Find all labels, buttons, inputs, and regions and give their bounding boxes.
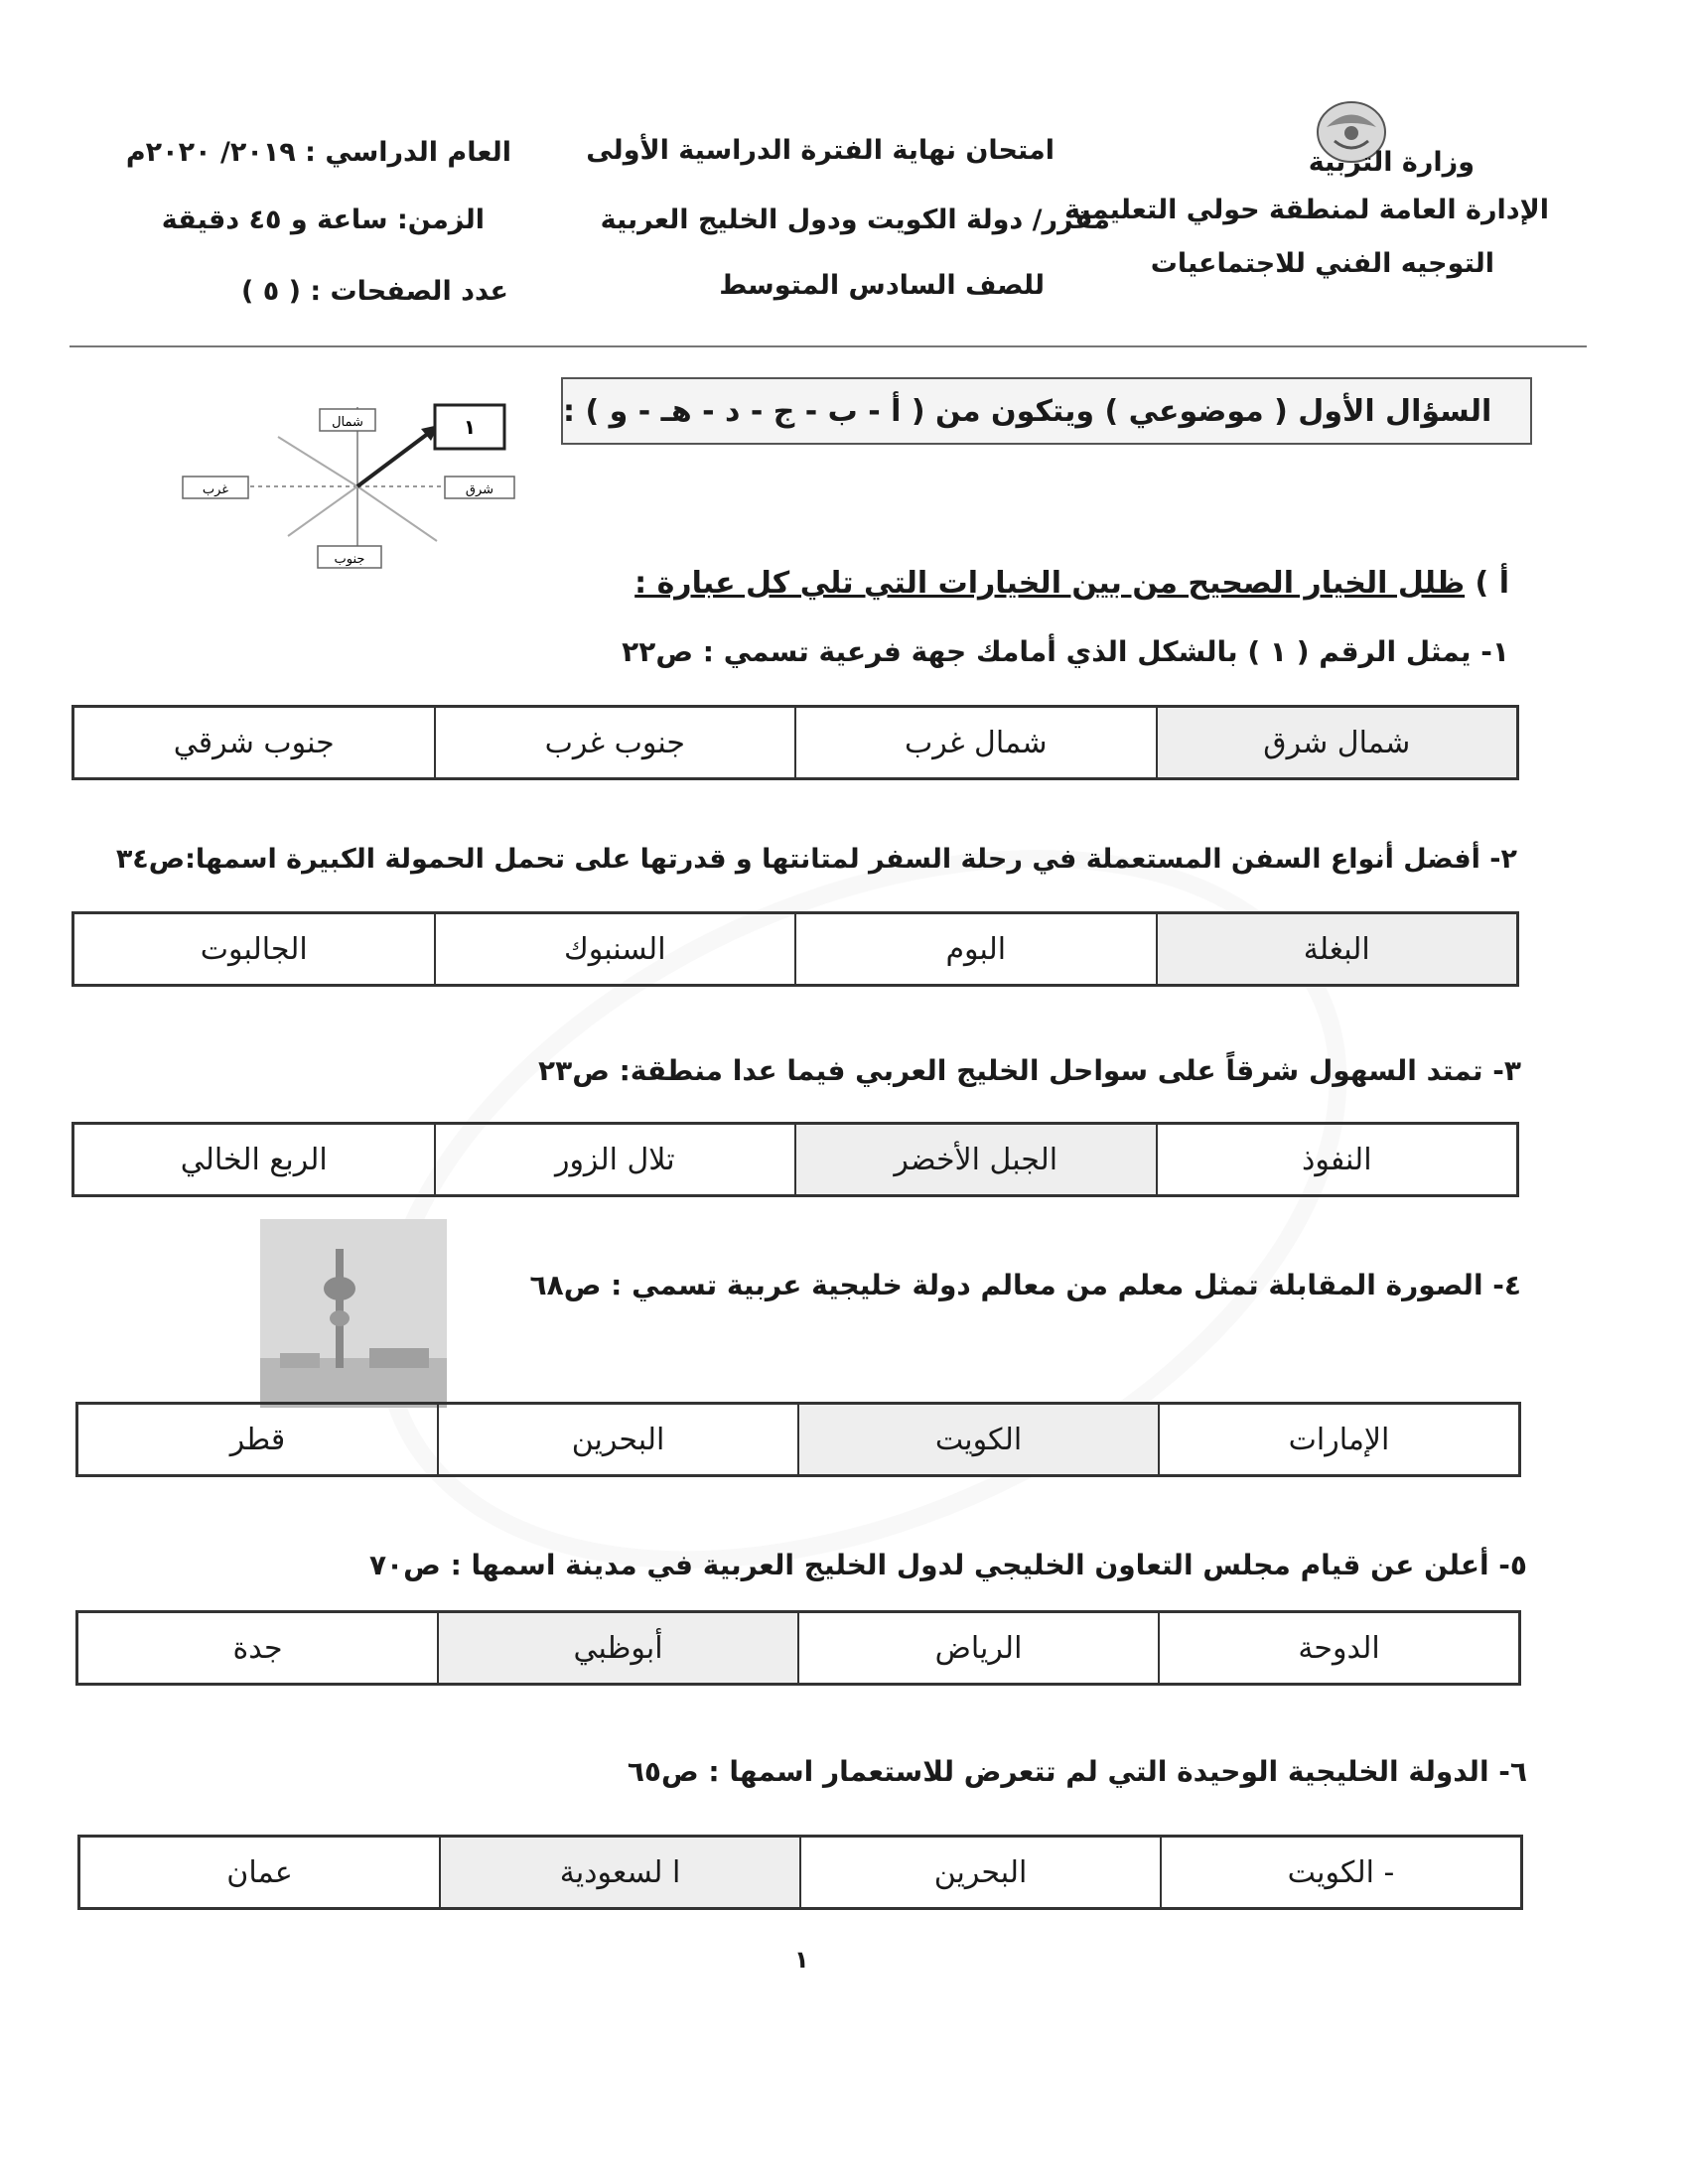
q1-option-3[interactable]: جنوب غرب: [434, 708, 795, 777]
exam-title: امتحان نهاية الفترة الدراسية الأولى: [586, 135, 1055, 166]
q4-option-2[interactable]: الكويت: [797, 1405, 1158, 1474]
q6-option-2[interactable]: البحرين: [799, 1838, 1160, 1907]
q1-option-1[interactable]: شمال شرق: [1156, 708, 1517, 777]
q4-option-1[interactable]: الإمارات: [1158, 1405, 1518, 1474]
q3-option-2[interactable]: الجبل الأخضر: [794, 1125, 1156, 1194]
compass-number-label: ١: [463, 415, 477, 439]
instruction-text: ظلل الخيار الصحيح من بين الخيارات التي تلي كل عبارة :: [634, 566, 1466, 601]
question-5-text: ٥- أعلن عن قيام مجلس التعاون الخليجي لدول الخليج العربية في مدينة اسمها : ص٧٠: [368, 1549, 1527, 1581]
compass-north-label: شمال: [332, 415, 363, 430]
question-6-options: [77, 1835, 1523, 1910]
grade-level: للصف السادس المتوسط: [719, 270, 1045, 301]
question-1-options: [71, 705, 1519, 780]
ministry-name: وزارة التربية: [1308, 147, 1475, 178]
question-3-options: [71, 1122, 1519, 1197]
q4-option-4[interactable]: قطر: [229, 1422, 286, 1457]
question-2-options: [71, 911, 1519, 987]
question-4-text: ٤- الصورة المقابلة تمثل معلم من معالم دولة خليجية عربية تسمي : ص٦٨: [529, 1269, 1521, 1301]
question-4-options: [75, 1402, 1521, 1477]
question-2-text: ٢- أفضل أنواع السفن المستعملة في رحلة السفر لمتانتها و قدرتها على تحمل الحمولة الكبيرة اسمها:ص٣٤: [115, 844, 1517, 875]
compass-south-label: جنوب: [334, 552, 365, 567]
q3-option-4[interactable]: الربع الخالي: [180, 1142, 328, 1177]
q2-option-1[interactable]: البغلة: [1156, 914, 1517, 984]
header-divider: [70, 345, 1587, 347]
question-3-text: ٣- تمتد السهول شرقاً على سواحل الخليج العربي فيما عدا منطقة: ص٢٣: [538, 1054, 1521, 1087]
exam-duration: الزمن: ساعة و ٤٥ دقيقة: [161, 205, 485, 235]
q3-option-1[interactable]: النفوذ: [1156, 1125, 1517, 1194]
q6-option-1[interactable]: - الكويت: [1160, 1838, 1520, 1907]
education-district: الإدارة العامة لمنطقة حولي التعليمية: [1064, 195, 1549, 225]
question-one-title: السؤال الأول ( موضوعي ) ويتكون من ( أ - ب - ج - د - هـ - و ) :: [561, 377, 1532, 445]
q5-option-3[interactable]: أبوظبي: [437, 1613, 797, 1683]
compass-east-label: شرق: [465, 482, 494, 497]
subject-name: مقرر/ دولة الكويت ودول الخليج العربية: [600, 205, 1110, 235]
q6-option-4[interactable]: عمان: [226, 1854, 293, 1890]
q1-option-4[interactable]: جنوب شرقي: [173, 725, 335, 760]
q4-option-3[interactable]: البحرين: [437, 1405, 797, 1474]
page-number: ١: [794, 1946, 809, 1974]
tower-image-icon: [260, 1219, 447, 1408]
q5-option-2[interactable]: الرياض: [797, 1613, 1158, 1683]
compass-diagram: [179, 397, 536, 576]
question-6-text: ٦- الدولة الخليجية الوحيدة التي لم تتعرض للاستعمار اسمها : ص٦٥: [627, 1755, 1527, 1788]
compass-arrow: [357, 433, 429, 486]
q2-option-3[interactable]: السنبوك: [434, 914, 795, 984]
instruction-line: [634, 566, 1509, 601]
q2-option-2[interactable]: البوم: [794, 914, 1156, 984]
pages-count: عدد الصفحات : ( ٥ ): [240, 276, 508, 307]
question-5-options: [75, 1610, 1521, 1686]
q5-option-4[interactable]: جدة: [232, 1630, 283, 1666]
q3-option-3[interactable]: تلال الزور: [434, 1125, 795, 1194]
q2-option-4[interactable]: الجالبوت: [200, 931, 308, 967]
compass-west-label: غرب: [202, 482, 229, 497]
instruction-prefix: أ ): [1465, 566, 1509, 601]
q5-option-1[interactable]: الدوحة: [1158, 1613, 1518, 1683]
q1-option-2[interactable]: شمال غرب: [794, 708, 1156, 777]
q6-option-3[interactable]: ا لسعودية: [439, 1838, 799, 1907]
supervision-dept: التوجيه الفني للاجتماعيات: [1150, 248, 1494, 279]
landmark-photo: [260, 1219, 447, 1408]
question-1-text: ١- يمثل الرقم ( ١ ) بالشكل الذي أمامك جهة فرعية تسمي : ص٢٢: [622, 635, 1509, 668]
school-year: العام الدراسي : ٢٠١٩/ ٢٠٢٠م: [125, 137, 511, 168]
